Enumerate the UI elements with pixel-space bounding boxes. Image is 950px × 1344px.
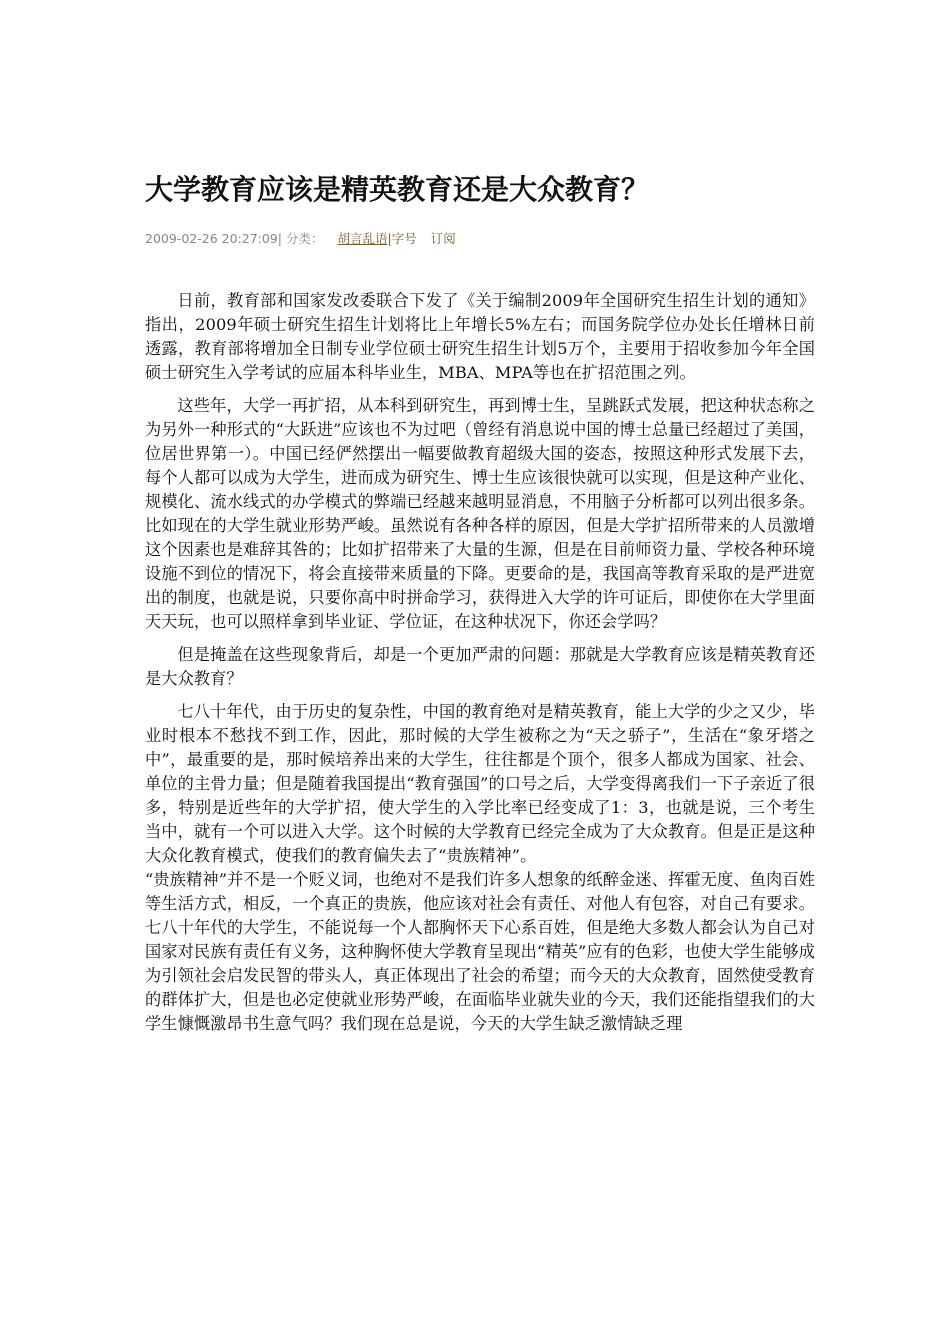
article-meta [145,230,456,248]
font-size-button[interactable]: 字号 [391,231,417,246]
subscribe-button[interactable]: 订阅 [430,231,456,246]
article-title: 大学教育应该是精英教育还是大众教育？ [145,173,650,206]
category-label: 分类： [285,231,324,246]
paragraph: 日前，教育部和国家发改委联合下发了《关于编制2009年全国研究生招生计划的通知》指出，2009年硕士研究生招生计划将比上年增长5%左右；而国务院学位办处长任增林日前透露，教育部将增加全日制专业学位硕士研究生招生计划5万个，主要用于招收参加今年全国硕士研究生入学考试的应届本科毕业生，MBA、MPA等也在扩招范围之列。 [145,291,815,382]
paragraph: 但是掩盖在这些现象背后，却是一个更加严肃的问题：那就是大学教育应该是精英教育还是大众教育？ [145,645,815,688]
article-body [145,289,815,1045]
paragraph: 七八十年代，由于历史的复杂性，中国的教育绝对是精英教育，能上大学的少之又少，毕业时根本不愁找不到工作，因此，那时候的大学生被称之为“天之骄子”，生活在“象牙塔之中”，最重要的是，那时候培养出来的大学生，往往都是个顶个，很多人都成为国家、社会、单位的主骨力量；但是随着我国提出“教育强国”的口号之后，大学变得离我们一下子亲近了很多，特别是近些年的大学扩招，使大学生的入学比率已经变成了1：3，也就是说，三个考生当中，就有一个可以进入大学。这个时候的大学教育已经完全成为了大众教育。但是正是这种大众化教育模式，使我们的教育偏失去了“贵族精神”。 [145,702,815,865]
category-divider: | [387,231,392,246]
post-datetime: 2009-02-26 20:27:09 [145,231,278,246]
meta-divider: | [277,231,282,246]
category-link[interactable]: 胡言乱语 [337,231,388,246]
paragraph: “贵族精神”并不是一个贬义词，也绝对不是我们许多人想象的纸醉金迷、挥霍无度、鱼肉百姓等生活方式，相反，一个真正的贵族，他应该对社会有责任、对他人有包容，对自己有要求。七八十年代的大学生，不能说每一个人都胸怀天下心系百姓，但是绝大多数人都会认为自己对国家对民族有责任有义务，这种胸怀使大学教育呈现出“精英”应有的色彩，也使大学生能够成为引领社会启发民智的带头人，真正体现出了社会的希望；而今天的大众教育，固然使受教育的群体扩大，但是也必定使就业形势严峻，在面临毕业就失业的今天，我们还能指望我们的大学生慷慨激昂书生意气吗？我们现在总是说，今天的大学生缺乏激情缺乏理 [145,870,815,1033]
paragraph: 这些年，大学一再扩招，从本科到研究生，再到博士生，呈跳跃式发展，把这种状态称之为另外一种形式的“大跃进”应该也不为过吧（曾经有消息说中国的博士总量已经超过了美国，位居世界第一）。中国已经俨然摆出一幅要做教育超级大国的姿态，按照这种形式发展下去，每个人都可以成为大学生，进而成为研究生、博士生应该很快就可以实现，但是这种产业化、规模化、流水线式的办学模式的弊端已经越来越明显消息，不用脑子分析都可以列出很多条。比如现在的大学生就业形势严峻。虽然说有各种各样的原因，但是大学扩招所带来的人员激增这个因素也是难辞其咎的；比如扩招带来了大量的生源，但是在目前师资力量、学校各种环境设施不到位的情况下，将会直接带来质量的下降。更要命的是，我国高等教育采取的是严进宽出的制度，也就是说，只要你高中时拼命学习，获得进入大学的许可证后，即使你在大学里面天天玩，也可以照样拿到毕业证、学位证，在这种状况下，你还会学吗？ [145,396,815,631]
